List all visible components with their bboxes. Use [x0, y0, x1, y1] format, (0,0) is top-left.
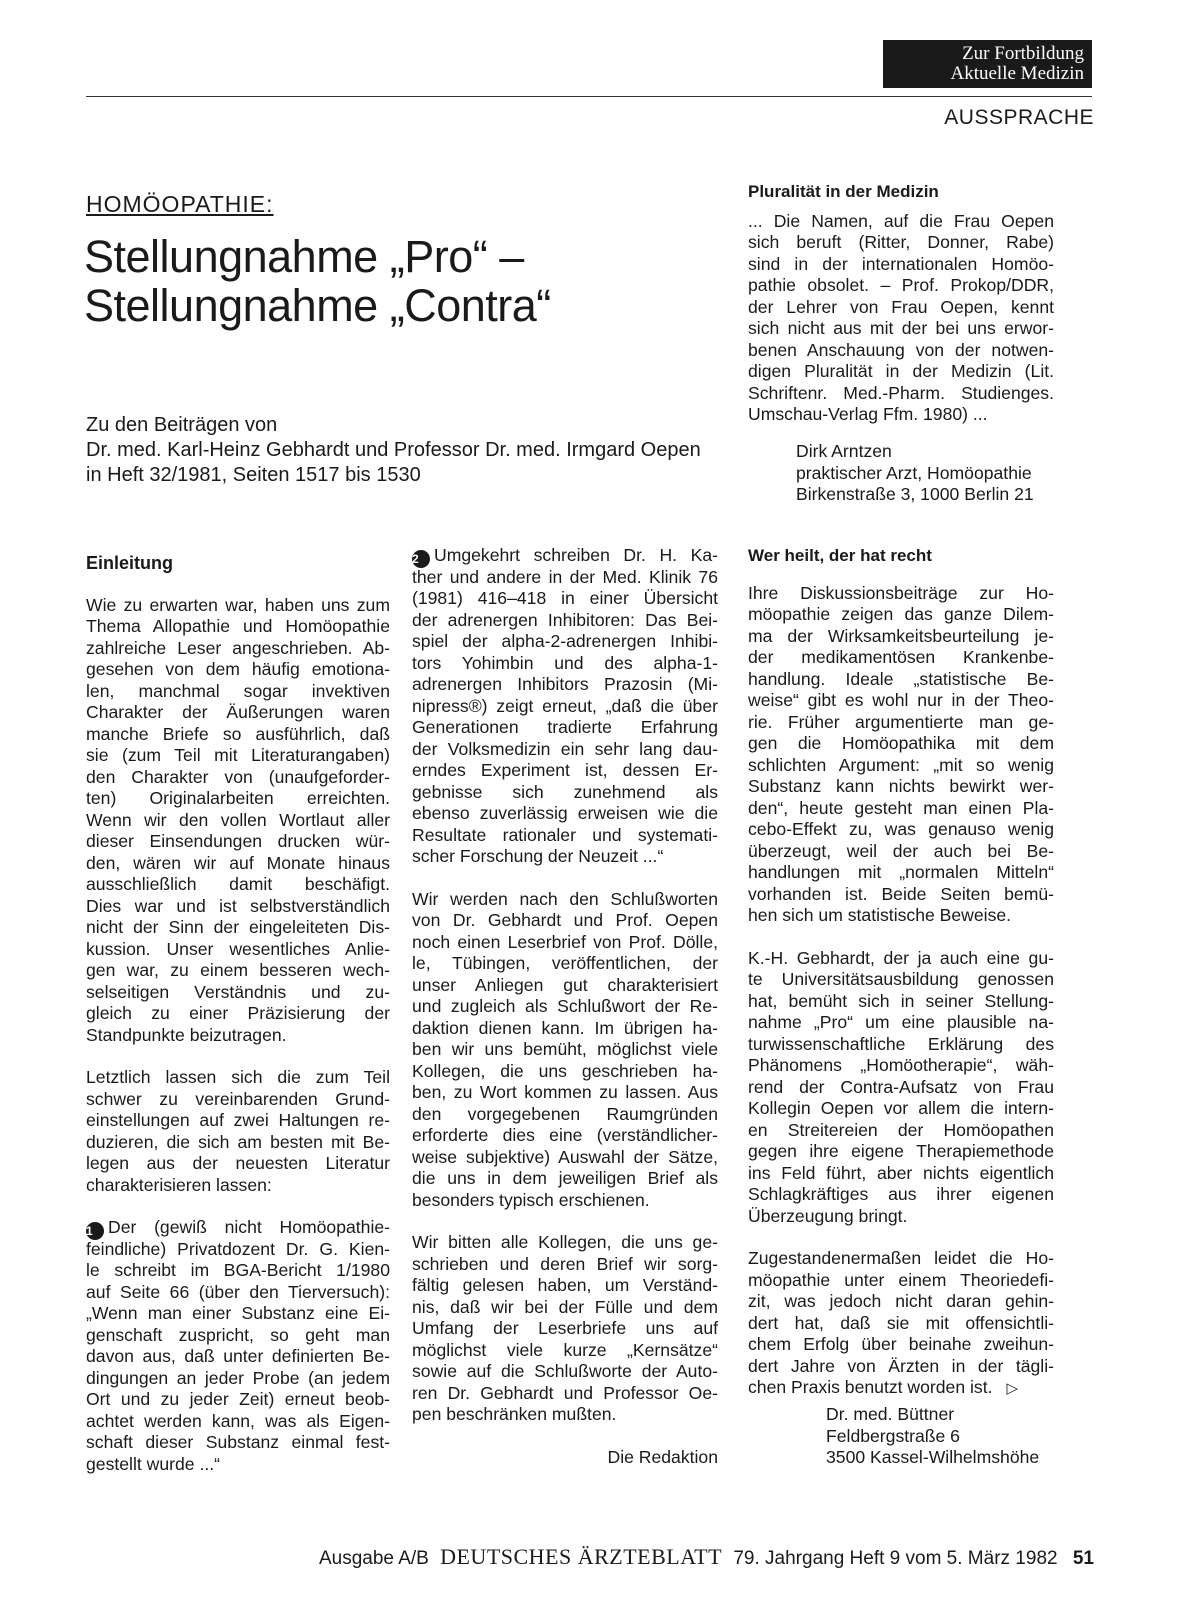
text-line: schrieben und deren Brief wir sorg-	[412, 1253, 718, 1274]
text-line: achtet werden kann, was als Eigen-	[86, 1410, 390, 1431]
signature-address: Birkenstraße 3, 1000 Berlin 21	[796, 484, 1034, 504]
column-3	[748, 545, 1054, 1420]
text-line: ... Die Namen, auf die Frau Oepen	[748, 210, 1054, 231]
text-line: Wie zu erwarten war, haben uns zum	[86, 594, 390, 615]
text-line: ins Feld führt, aber nichts eigentlich	[748, 1162, 1054, 1183]
text-line: vorhanden ist. Beide Seiten bemü-	[748, 883, 1054, 904]
column-1-paragraph-1	[86, 595, 390, 1047]
text-line: Schriftenr. Med.-Pharm. Studienges.	[748, 382, 1054, 403]
text-line: überzeugt, weil der auch bei Be-	[748, 840, 1054, 861]
text-line: den Charakter von (unaufgeforder-	[86, 766, 390, 787]
text-line: Wir werden nach den Schlußworten	[412, 888, 718, 909]
text-line: Umschau-Verlag Ffm. 1980) ...	[748, 404, 988, 424]
column-2-paragraph-1-first-line	[412, 545, 718, 567]
article-headline	[84, 232, 551, 330]
text-line: dieser Einsendungen drucken wür-	[86, 831, 390, 851]
text-line: rend der Contra-Aufsatz von Frau	[748, 1076, 1054, 1097]
text-line: nicht der Sinn der eingeleiteten Dis-	[86, 917, 390, 937]
text-line: möopathie unter einem Theoriedefi-	[748, 1269, 1054, 1290]
text-line: ausschließlich damit beschäfigt.	[86, 874, 390, 894]
text-line: zahlreiche Leser angeschrieben. Ab-	[86, 637, 390, 658]
text-line: scher Forschung der Neuzeit ...“	[412, 846, 664, 866]
text-line: hen sich um statistische Beweise.	[748, 905, 1012, 925]
column-2-paragraph-1-body	[412, 567, 718, 868]
text-line: Kollegen, die uns geschrieben ha-	[412, 1060, 718, 1081]
text-line: gen die Homöopathika mit dem	[748, 733, 1054, 753]
text-line: nipress®) zeigt erneut, „daß die über	[412, 695, 718, 716]
text-line: erndes Experiment ist, dessen Er-	[412, 760, 718, 780]
text-line: ren Dr. Gebhardt und Professor Oe-	[412, 1382, 718, 1403]
text-line: auf Seite 66 (über den Tierversuch):	[86, 1281, 390, 1302]
page-footer	[0, 1544, 1094, 1570]
text-line: legen aus der neuesten Literatur	[86, 1153, 390, 1173]
text-line: rie. Früher argumentierte man ge-	[748, 711, 1054, 732]
section-label: AUSSPRACHE	[944, 106, 1094, 129]
letter-heading: Pluralität in der Medizin	[748, 182, 939, 201]
footer-masthead: DEUTSCHES ÄRZTEBLATT	[440, 1544, 723, 1569]
text-line: te Universitätsausbildung genossen	[748, 969, 1054, 989]
text-line: schwer zu vereinbarenden Grund-	[86, 1088, 390, 1109]
text-line: Resultate rationaler und systemati-	[412, 824, 718, 845]
text-line: tors Yohimbin und des alpha-1-	[412, 652, 718, 673]
text-line: chen Praxis benutzt worden ist. ▷	[748, 1377, 1019, 1397]
text-line: Wenn wir den vollen Wortlaut aller	[86, 809, 390, 830]
paragraph-1-first-line-text: Umgekehrt schreiben Dr. H. Ka-	[434, 545, 718, 565]
text-line: ther und andere in der Med. Klinik 76	[412, 566, 718, 587]
text-line: schlichten Argument: „mit so wenig	[748, 754, 1054, 775]
numbered-marker-1: 1	[86, 1222, 104, 1240]
text-line: davon aus, daß unter definierten Be-	[86, 1346, 390, 1366]
text-line: Thema Allopathie und Homöopathie	[86, 616, 390, 636]
text-line: fältig gelesen haben, um Verständ-	[412, 1275, 718, 1295]
column-1-heading: Einleitung	[86, 553, 173, 573]
text-line: dert hat, daß sie mit offensichtli-	[748, 1312, 1054, 1333]
article-kicker: HOMÖOPATHIE:	[86, 191, 274, 217]
editorial-signoff: Die Redaktion	[607, 1446, 718, 1467]
text-line: duzieren, die sich am besten mit Be-	[86, 1131, 390, 1152]
text-line: „Wenn man einer Substanz eine Ei-	[86, 1303, 390, 1323]
text-line: der medikamentösen Krankenbe-	[748, 647, 1054, 667]
text-line: gestellt wurde ...“	[86, 1453, 220, 1474]
column-2	[412, 545, 718, 1468]
intro-line-3: in Heft 32/1981, Seiten 1517 bis 1530	[86, 464, 421, 486]
signature-role: praktischer Arzt, Homöopathie	[796, 462, 1032, 483]
intro-line-2: Dr. med. Karl-Heinz Gebhardt und Professor Dr. med. Irmgard Oepen	[86, 439, 701, 461]
text-line: handlung. Ideale „statistische Be-	[748, 668, 1054, 689]
text-line: noch einen Leserbrief von Prof. Dölle,	[412, 931, 718, 952]
text-line: der Lehrer von Frau Oepen, kennt	[748, 296, 1054, 317]
text-line: den vorgegebenen Raumgründen	[412, 1103, 718, 1124]
column-2-paragraph-3	[412, 1232, 718, 1426]
text-line: benen Anschauung von der notwen-	[748, 339, 1054, 360]
text-line: ten) Originalarbeiten erreichten.	[86, 788, 390, 808]
page-number: 51	[1072, 1548, 1094, 1569]
text-line: pathie obsolet. – Prof. Prokop/DDR,	[748, 275, 1054, 295]
text-line: einstellungen auf zwei Haltungen re-	[86, 1110, 390, 1130]
tag-line-1: Zur Fortbildung	[962, 43, 1084, 64]
text-line: Charakter der Äußerungen waren	[86, 702, 390, 722]
column-3-paragraph-3	[748, 1248, 1054, 1399]
headline-line-1: Stellungnahme „Pro“ –	[84, 231, 524, 282]
text-line: nis, daß wir bei der Fülle und dem	[412, 1296, 718, 1317]
text-line: erforderte dies eine (verständlicher-	[412, 1125, 718, 1145]
text-line: zit, was jedoch nicht daran gehin-	[748, 1291, 1054, 1311]
text-line: cebo-Effekt zu, was genauso wenig	[748, 819, 1054, 839]
signature-street: Feldbergstraße 6	[826, 1425, 960, 1446]
text-line: genschaft zuspricht, so geht man	[86, 1324, 390, 1345]
column-3-paragraph-2	[748, 948, 1054, 1228]
text-line: sich beruft (Ritter, Donner, Rabe)	[748, 232, 1054, 252]
text-line: von Dr. Gebhardt und Prof. Oepen	[412, 910, 718, 930]
signature-name: Dirk Arntzen	[796, 441, 892, 461]
text-line: Substanz kann nichts bewirkt wer-	[748, 776, 1054, 796]
column-1-paragraph-3	[86, 1217, 390, 1475]
text-line: und zugleich als Schlußwort der Re-	[412, 996, 718, 1016]
text-line: gleich zu einer Präzisierung der	[86, 1003, 390, 1023]
text-line: dingungen an jeder Probe (an jedem	[86, 1367, 390, 1388]
text-line: le schreibt im BGA-Bericht 1/1980	[86, 1260, 390, 1280]
continue-arrow-icon: ▷	[1006, 1380, 1019, 1397]
text-line: nahme „Pro“ um eine plausible na-	[748, 1012, 1054, 1032]
text-line: sind in der internationalen Homöo-	[748, 253, 1054, 274]
text-line: Schlagkräftiges aus ihrer eigenen	[748, 1184, 1054, 1204]
text-line: weise“ gibt es wohl nur in der Theo-	[748, 690, 1054, 710]
text-line: Ihre Diskussionsbeiträge zur Ho-	[748, 582, 1054, 603]
header-rule	[86, 96, 1092, 97]
column-3-signature	[826, 1404, 1039, 1469]
text-line: ben wir uns bemüht, möglichst viele	[412, 1039, 718, 1059]
text-line: die uns in dem jeweiligen Brief als	[412, 1168, 718, 1188]
text-line: Kollegin Oepen vor allem die intern-	[748, 1098, 1054, 1118]
text-line: der Volksmedizin ein sehr lang dau-	[412, 738, 718, 759]
text-line: Letztlich lassen sich die zum Teil	[86, 1067, 390, 1087]
numbered-marker-2: 2	[412, 550, 430, 568]
text-line: len, manchmal sogar invektiven	[86, 680, 390, 701]
text-line: selseitigen Verständnis und zu-	[86, 981, 390, 1002]
text-line: chem Erfolg über beinahe zweihun-	[748, 1334, 1054, 1354]
text-line: adrenergen Inhibitors Prazosin (Mi-	[412, 674, 718, 694]
text-line: Umfang der Leserbriefe uns auf	[412, 1318, 718, 1338]
text-line: gen war, zu einem besseren wech-	[86, 960, 390, 980]
text-line: manche Briefe so ausführlich, daß	[86, 723, 390, 744]
text-line: ben, zu Wort kommen zu lassen. Aus	[412, 1082, 718, 1102]
footer-issue: 79. Jahrgang Heft 9 vom 5. März 1982	[733, 1548, 1058, 1569]
text-line: gesehen von dem häufig emotiona-	[86, 659, 390, 679]
column-1-paragraph-3-first-line	[86, 1217, 390, 1239]
text-line: möglichst viele kurze „Kernsätze“	[412, 1339, 718, 1360]
text-line: charakterisieren lassen:	[86, 1174, 272, 1195]
text-line: besonders typisch erschienen.	[412, 1189, 650, 1210]
text-line: Wir bitten alle Kollegen, die uns ge-	[412, 1232, 718, 1252]
text-line: weise subjektive) Auswahl der Sätze,	[412, 1146, 718, 1167]
text-line: Ort und zu jeder Zeit) erneut beob-	[86, 1389, 390, 1409]
text-line: le, Tübingen, veröffentlichen, der	[412, 953, 718, 973]
text-line: daktion dienen kann. Im übrigen ha-	[412, 1017, 718, 1038]
footer-edition: Ausgabe A/B	[318, 1548, 429, 1569]
column-2-paragraph-1	[412, 545, 718, 868]
letter-pluralitaet	[748, 181, 1054, 426]
text-line: en Streitereien der Homöopathen	[748, 1119, 1054, 1140]
text-line: pen beschränken mußten.	[412, 1404, 617, 1424]
text-line: sowie auf die Schlußworte der Auto-	[412, 1361, 718, 1381]
column-1	[86, 553, 390, 1496]
text-line: den, wären wir auf Monate hinaus	[86, 852, 390, 873]
text-line: möopathie zeigen das ganze Dilem-	[748, 604, 1054, 624]
text-line: Generationen tradierte Erfahrung	[412, 717, 718, 737]
column-3-paragraph-1	[748, 583, 1054, 927]
signature-city: 3500 Kassel-Wilhelmshöhe	[826, 1447, 1040, 1467]
column-1-paragraph-3-body	[86, 1239, 390, 1476]
text-line: gegen ihre eigene Therapiemethode	[748, 1141, 1054, 1161]
text-line: Dies war und ist selbstverständlich	[86, 895, 390, 916]
text-line: ma der Wirksamkeitsbeurteilung je-	[748, 625, 1054, 646]
text-line: unser Anliegen gut charakterisiert	[412, 974, 718, 995]
text-line: kussion. Unser wesentliches Anlie-	[86, 938, 390, 959]
text-line: K.-H. Gebhardt, der ja auch eine gu-	[748, 947, 1054, 968]
text-line: sich nicht aus mit der bei uns erwor-	[748, 318, 1054, 338]
text-line: sie (zum Teil mit Literaturangaben)	[86, 745, 390, 765]
column-3-heading: Wer heilt, der hat recht	[748, 546, 932, 565]
text-line: dert Jahre von Ärzten in der tägli-	[748, 1355, 1054, 1376]
text-line: Überzeugung bringt.	[748, 1205, 908, 1226]
text-line: Standpunkte beizutragen.	[86, 1024, 287, 1045]
text-line: gebnisse sich zunehmend als	[412, 781, 718, 802]
tag-line-2: Aktuelle Medizin	[950, 63, 1084, 84]
text-line: der adrenergen Inhibitoren: Das Bei-	[412, 609, 718, 630]
article-intro	[86, 413, 701, 488]
text-line: schaft dieser Substanz einmal fest-	[86, 1432, 390, 1452]
text-line: Zugestandenermaßen leidet die Ho-	[748, 1248, 1054, 1268]
section-tag	[883, 40, 1092, 88]
text-line: (1981) 416–418 in einer Übersicht	[412, 588, 718, 608]
text-line: feindliche) Privatdozent Dr. G. Kien-	[86, 1238, 390, 1259]
column-1-paragraph-2	[86, 1067, 390, 1196]
text-line: spiel der alpha-2-adrenergen Inhibi-	[412, 631, 718, 651]
text-line: turwissenschaftliche Erklärung des	[748, 1033, 1054, 1054]
intro-line-1: Zu den Beiträgen von	[86, 414, 278, 436]
headline-line-2: Stellungnahme „Contra“	[84, 280, 551, 331]
text-line: hat, bemüht sich in seiner Stellung-	[748, 990, 1054, 1011]
signature-name: Dr. med. Büttner	[826, 1404, 955, 1424]
text-line: den“, heute gesteht man einen Pla-	[748, 797, 1054, 818]
letter-body	[748, 211, 1054, 426]
paragraph-3-first-line-text: Der (gewiß nicht Homöopathie-	[108, 1217, 390, 1237]
text-line: digen Pluralität in der Medizin (Lit.	[748, 361, 1054, 381]
text-line: handlungen mit „normalen Mitteln“	[748, 862, 1054, 882]
letter-signature	[796, 441, 1034, 506]
column-2-paragraph-2	[412, 889, 718, 1212]
text-line: Phänomens „Homöotherapie“, wäh-	[748, 1055, 1054, 1075]
text-line: ebenso zuverlässig erweisen wie die	[412, 803, 718, 823]
